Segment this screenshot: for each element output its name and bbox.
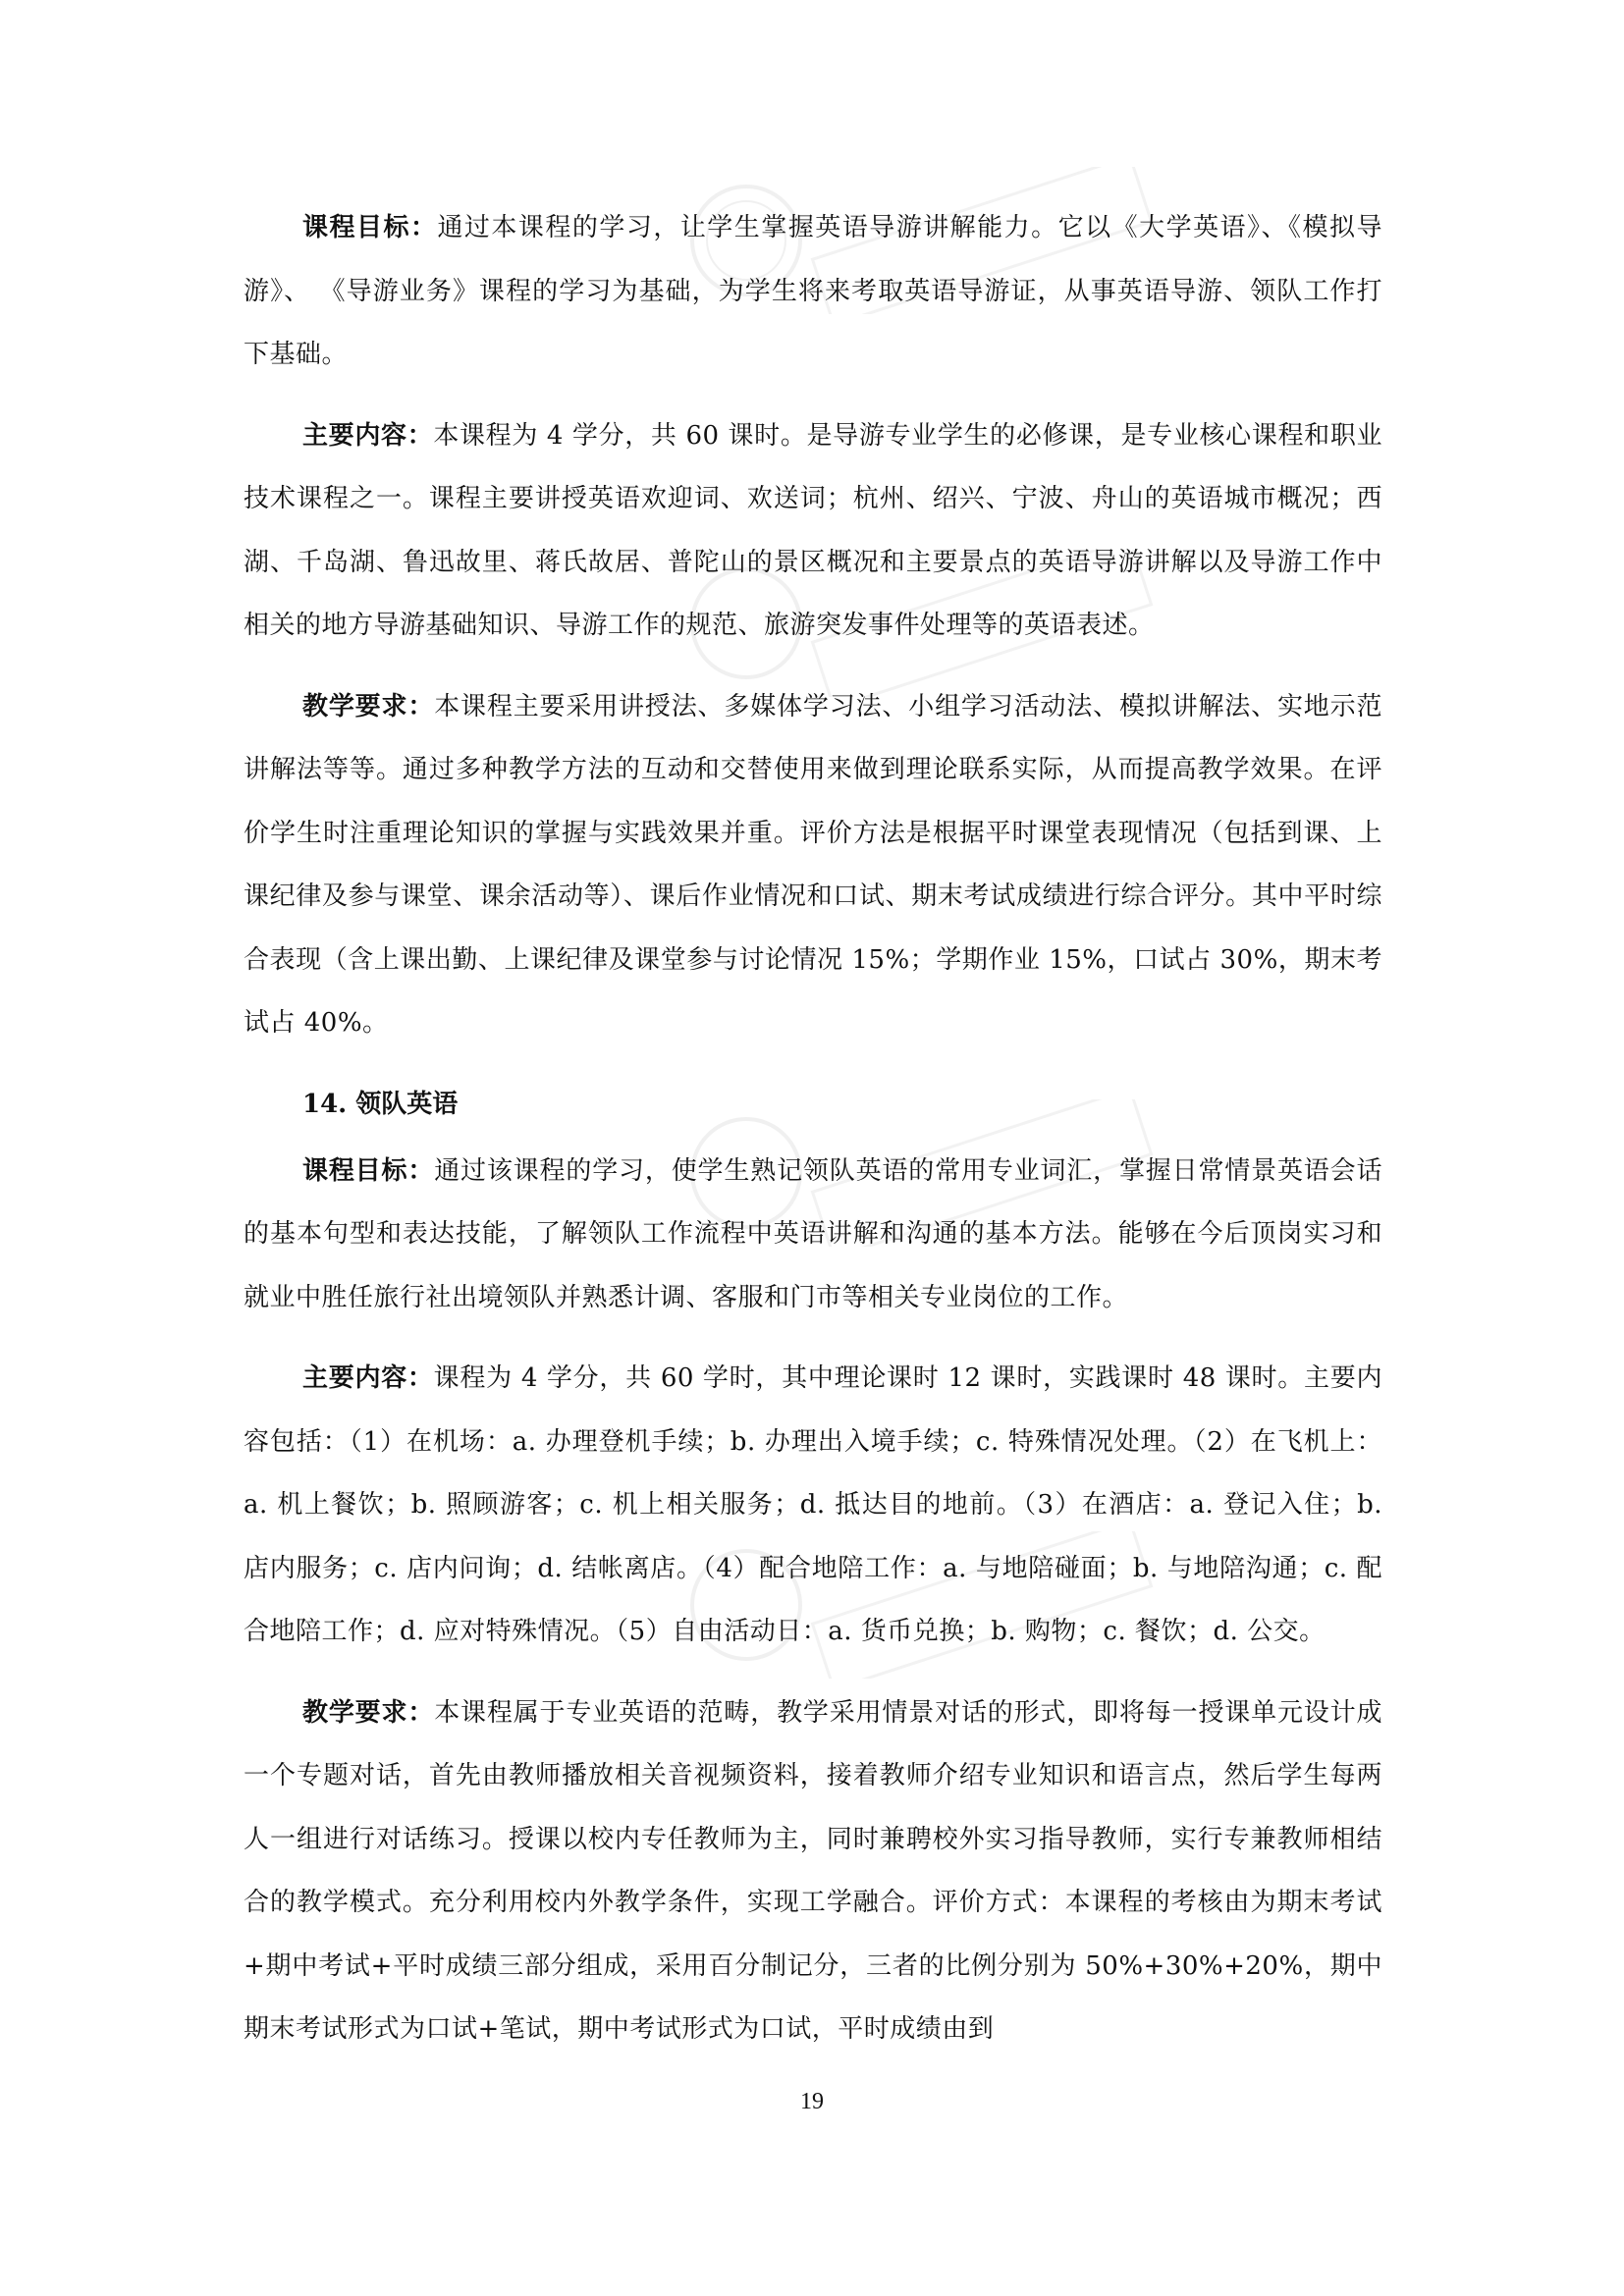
course-objective-paragraph-2 — [244, 1140, 1382, 1330]
teaching-requirements-label: 教学要求： — [302, 691, 435, 721]
main-content-paragraph-2 — [244, 1347, 1382, 1664]
teaching-requirements-paragraph — [244, 675, 1382, 1055]
page-number: 19 — [800, 2089, 824, 2114]
teaching-requirements-text-2: 本课程属于专业英语的范畴，教学采用情景对话的形式，即将每一授课单元设计成一个专题对话，首先由教师播放相关音视频资料，接着教师介绍专业知识和语言点，然后学生每两人一组进行对话练习。授课以校内专任教师为主，同时兼聘校外实习指导教师，实行专兼教师相结合的教学模式。充分利用校内外教学条件，实现工学融合。评价方式：本课程的考核由为期末考试+期中考试+平时成绩三部分组成，采用百分制记分，三者的比例分别为 50%+30%+20%，期中期末考试形式为口试+笔试，期中考试形式为口试，平时成绩由到 — [244, 1697, 1382, 2044]
main-content-text-2: 课程为 4 学分，共 60 学时，其中理论课时 12 课时，实践课时 48 课时。主要内容包括：（1）在机场：a. 办理登机手续；b. 办理出入境手续；c. 特殊情况处理。（2）在飞机上：a. 机上餐饮；b. 照顾游客；c. 机上相关服务；d. 抵达目的地前。（3）在酒店：a. 登记入住；b. 店内服务；c. 店内问询；d. 结帐离店。（4）配合地陪工作：a. 与地陪碰面；b. 与地陪沟通；c. 配合地陪工作；d. 应对特殊情况。（5）自由活动日：a. 货币兑换；b. 购物；c. 餐饮；d. 公交。 — [244, 1363, 1382, 1646]
main-content-paragraph — [244, 404, 1382, 658]
course-objective-label: 课程目标： — [302, 213, 438, 242]
document-page — [244, 196, 1382, 2079]
section-heading: 14. 领队英语 — [302, 1089, 459, 1119]
main-content-label-2: 主要内容： — [302, 1363, 434, 1393]
course-objective-text: 通过本课程的学习，让学生掌握英语导游讲解能力。它以《大学英语》、《模拟导游》、 《导游业务》课程的学习为基础，为学生将来考取英语导游证，从事英语导游、领队工作打下基础。 — [244, 213, 1382, 369]
course-objective-paragraph — [244, 196, 1382, 387]
course-objective-label-2: 课程目标： — [302, 1155, 435, 1186]
course-objective-text-2: 通过该课程的学习，使学生熟记领队英语的常用专业词汇，掌握日常情景英语会话的基本句型和表达技能，了解领队工作流程中英语讲解和沟通的基本方法。能够在今后顶岗实习和就业中胜任旅行社出境领队并熟悉计调、客服和门市等相关专业岗位的工作。 — [244, 1155, 1382, 1312]
teaching-requirements-paragraph-2 — [244, 1682, 1382, 2061]
main-content-text: 本课程为 4 学分，共 60 课时。是导游专业学生的必修课，是专业核心课程和职业技术课程之一。课程主要讲授英语欢迎词、欢送词；杭州、绍兴、宁波、舟山的英语城市概况；西湖、千岛湖、鲁迅故里、蒋氏故居、普陀山的景区概况和主要景点的英语导游讲解以及导游工作中相关的地方导游基础知识、导游工作的规范、旅游突发事件处理等的英语表述。 — [244, 420, 1382, 640]
teaching-requirements-label-2: 教学要求： — [302, 1697, 435, 1728]
main-content-label: 主要内容： — [302, 420, 434, 451]
teaching-requirements-text: 本课程主要采用讲授法、多媒体学习法、小组学习活动法、模拟讲解法、实地示范讲解法等等。通过多种教学方法的互动和交替使用来做到理论联系实际，从而提高教学效果。在评价学生时注重理论知识的掌握与实践效果并重。评价方法是根据平时课堂表现情况（包括到课、上课纪律及参与课堂、课余活动等）、课后作业情况和口试、期末考试成绩进行综合评分。其中平时综合表现（含上课出勤、上课纪律及课堂参与讨论情况 15%；学期作业 15%，口试占 30%，期末考试占 40%。 — [244, 691, 1382, 1038]
